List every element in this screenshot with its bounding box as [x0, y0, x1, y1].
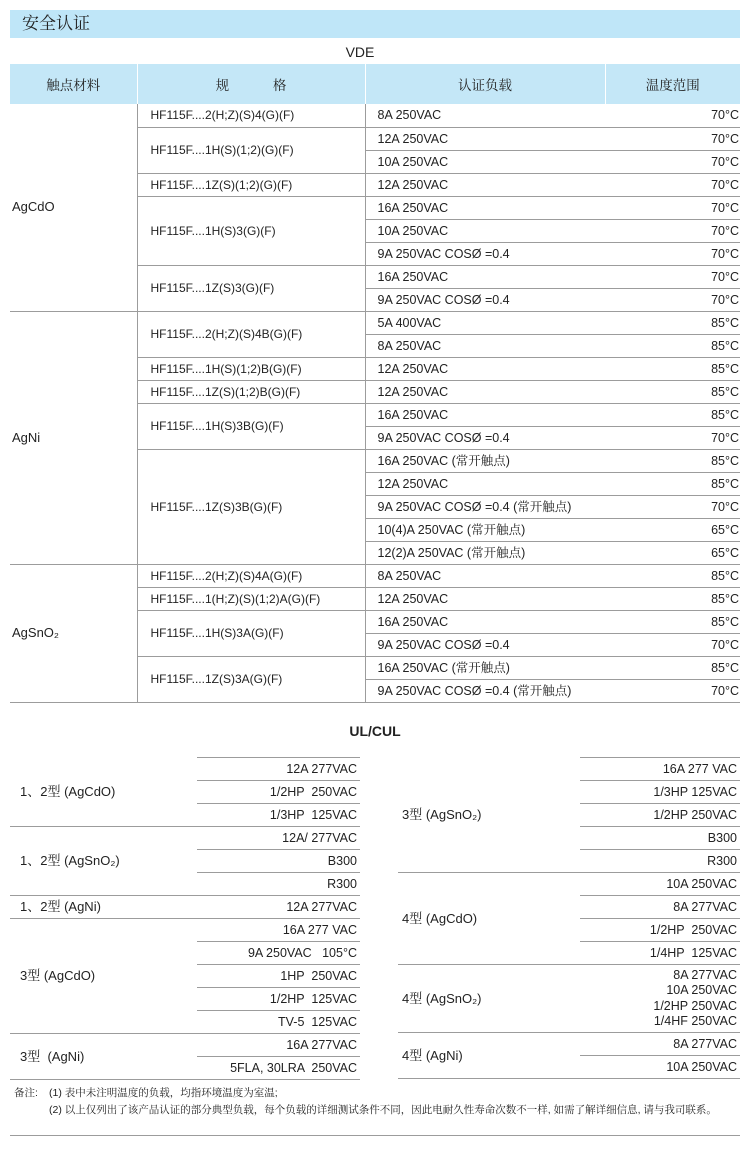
load-cell: 8A 250VAC: [365, 564, 605, 587]
temp-cell: 85°C: [605, 357, 740, 380]
ul-row: [398, 1033, 740, 1056]
ul-row: [398, 965, 740, 1033]
ul-heading: UL/CUL: [349, 723, 401, 739]
spec-cell: HF115F....2(H;Z)(S)4A(G)(F): [137, 564, 365, 587]
load-cell: 16A 250VAC: [365, 610, 605, 633]
ul-value-cell: 1/3HP 125VAC: [580, 781, 740, 804]
column-header-temp: 温度范围: [605, 64, 740, 104]
note-line: (2) 以上仅列出了该产品认证的部分典型负载，每个负载的详细测试条件不同，因此电耐久性寿命次数不一样, 如需了解详细信息, 请与我司联系。: [49, 1104, 717, 1116]
ul-value-cell: 1/2HP 125VAC: [197, 988, 360, 1011]
spec-cell: HF115F....1H(S)(1;2)(G)(F): [137, 127, 365, 173]
ul-table-right: [398, 757, 740, 1079]
ul-value-cell: R300: [580, 850, 740, 873]
temp-cell: 70°C: [605, 127, 740, 150]
vde-header-row: [10, 64, 740, 104]
section-title-bar: [10, 10, 740, 38]
ul-value-cell: B300: [197, 850, 360, 873]
load-cell: 12A 250VAC: [365, 587, 605, 610]
vde-row: [10, 564, 740, 587]
ul-value-cell: 16A 277 VAC: [197, 919, 360, 942]
load-cell: 12A 250VAC: [365, 173, 605, 196]
ul-value-line: 1/4HF 250VAC: [653, 1014, 737, 1028]
page-title: 安全认证: [22, 14, 90, 33]
temp-cell: 70°C: [605, 426, 740, 449]
ul-group-label: 1、2型 (AgNi): [10, 896, 197, 919]
ul-value-cell: B300: [580, 827, 740, 850]
ul-value-cell: R300: [197, 873, 360, 896]
column-header-material: 触点材料: [10, 64, 137, 104]
column-header-spec: 规 格: [137, 64, 365, 104]
load-cell: 12A 250VAC: [365, 472, 605, 495]
spec-cell: HF115F....1Z(S)3B(G)(F): [137, 449, 365, 564]
temp-cell: 85°C: [605, 656, 740, 679]
load-cell: 12(2)A 250VAC (常开触点): [365, 541, 605, 564]
load-cell: 10(4)A 250VAC (常开触点): [365, 518, 605, 541]
ul-group-label: 3型 (AgCdO): [10, 919, 197, 1034]
spec-cell: HF115F....1(H;Z)(S)(1;2)A(G)(F): [137, 587, 365, 610]
ul-row: [398, 873, 740, 896]
ul-value-line: 8A 277VAC: [673, 967, 737, 982]
ul-value-cell: 9A 250VAC 105°C: [197, 942, 360, 965]
temp-cell: 85°C: [605, 403, 740, 426]
material-cell: AgNi: [10, 311, 137, 564]
ul-group-label: 1、2型 (AgSnO₂): [10, 827, 197, 896]
spec-cell: HF115F....2(H;Z)(S)4B(G)(F): [137, 311, 365, 357]
vde-table: [10, 64, 740, 703]
temp-cell: 70°C: [605, 219, 740, 242]
load-cell: 16A 250VAC: [365, 196, 605, 219]
load-cell: 16A 250VAC: [365, 265, 605, 288]
note-line: (1) 表中未注明温度的负载，均指环境温度为室温;: [49, 1087, 278, 1099]
ul-group-label: 4型 (AgCdO): [398, 873, 580, 965]
load-cell: 9A 250VAC COSØ =0.4: [365, 426, 605, 449]
load-cell: 5A 400VAC: [365, 311, 605, 334]
material-cell: AgCdO: [10, 104, 137, 311]
ul-table-left: [10, 757, 360, 1080]
ul-value-cell: 12A 277VAC: [197, 896, 360, 919]
ul-value-cell: [580, 965, 740, 1033]
temp-cell: 70°C: [605, 288, 740, 311]
ul-value-cell: 1/4HP 125VAC: [580, 942, 740, 965]
load-cell: 9A 250VAC COSØ =0.4 (常开触点): [365, 495, 605, 518]
ul-value-line: 10A 250VAC: [666, 983, 737, 997]
ul-value-cell: 12A/ 277VAC: [197, 827, 360, 850]
ul-value-cell: 8A 277VAC: [580, 896, 740, 919]
ul-row: [10, 919, 360, 942]
ul-row: [10, 758, 360, 781]
temp-cell: 70°C: [605, 150, 740, 173]
temp-cell: 70°C: [605, 242, 740, 265]
ul-group-label: 3型 (AgNi): [10, 1034, 197, 1080]
ul-value-cell: 1/2HP 250VAC: [197, 781, 360, 804]
ul-value-cell: 1/2HP 250VAC: [580, 804, 740, 827]
ul-group-label: 1、2型 (AgCdO): [10, 758, 197, 827]
bottom-divider: [10, 1135, 740, 1136]
spec-cell: HF115F....1H(S)3B(G)(F): [137, 403, 365, 449]
load-cell: 12A 250VAC: [365, 380, 605, 403]
notes: [14, 1085, 740, 1119]
temp-cell: 85°C: [605, 587, 740, 610]
spec-cell: HF115F....1H(S)3A(G)(F): [137, 610, 365, 656]
temp-cell: 85°C: [605, 311, 740, 334]
ul-row: [398, 758, 740, 781]
ul-value-cell: 1HP 250VAC: [197, 965, 360, 988]
ul-value-cell: 16A 277 VAC: [580, 758, 740, 781]
load-cell: 16A 250VAC (常开触点): [365, 449, 605, 472]
ul-row: [10, 896, 360, 919]
ul-row: [10, 827, 360, 850]
temp-cell: 85°C: [605, 564, 740, 587]
notes-label: 备注:: [14, 1087, 38, 1099]
ul-value-line: 1/2HP 250VAC: [653, 998, 737, 1013]
load-cell: 8A 250VAC: [365, 334, 605, 357]
load-cell: 9A 250VAC COSØ =0.4: [365, 633, 605, 656]
load-cell: 12A 250VAC: [365, 357, 605, 380]
ul-value-cell: 12A 277VAC: [197, 758, 360, 781]
load-cell: 9A 250VAC COSØ =0.4 (常开触点): [365, 679, 605, 702]
temp-cell: 85°C: [605, 380, 740, 403]
spec-cell: HF115F....1Z(S)3A(G)(F): [137, 656, 365, 702]
ul-value-cell: 10A 250VAC: [580, 873, 740, 896]
temp-cell: 65°C: [605, 541, 740, 564]
temp-cell: 85°C: [605, 449, 740, 472]
temp-cell: 70°C: [605, 679, 740, 702]
load-cell: 8A 250VAC: [365, 104, 605, 127]
ul-value-cell: TV-5 125VAC: [197, 1011, 360, 1034]
load-cell: 16A 250VAC: [365, 403, 605, 426]
ul-group-label: 4型 (AgNi): [398, 1033, 580, 1079]
notes-lines: [49, 1085, 740, 1119]
load-cell: 9A 250VAC COSØ =0.4: [365, 242, 605, 265]
temp-cell: 70°C: [605, 196, 740, 219]
temp-cell: 85°C: [605, 610, 740, 633]
load-cell: 16A 250VAC (常开触点): [365, 656, 605, 679]
ul-value-cell: 1/2HP 250VAC: [580, 919, 740, 942]
material-cell: AgSnO₂: [10, 564, 137, 702]
load-cell: 10A 250VAC: [365, 150, 605, 173]
spec-cell: HF115F....1Z(S)(1;2)B(G)(F): [137, 380, 365, 403]
ul-value-cell: 1/3HP 125VAC: [197, 804, 360, 827]
vde-heading: VDE: [345, 44, 375, 60]
ul-value-cell: 8A 277VAC: [580, 1033, 740, 1056]
ul-value-cell: 5FLA, 30LRA 250VAC: [197, 1057, 360, 1080]
ul-group-label: 4型 (AgSnO₂): [398, 965, 580, 1033]
ul-value-cell: 10A 250VAC: [580, 1056, 740, 1079]
spec-cell: HF115F....1Z(S)(1;2)(G)(F): [137, 173, 365, 196]
spec-cell: HF115F....1H(S)3(G)(F): [137, 196, 365, 265]
spec-cell: HF115F....2(H;Z)(S)4(G)(F): [137, 104, 365, 127]
ul-value-cell: 16A 277VAC: [197, 1034, 360, 1057]
temp-cell: 70°C: [605, 633, 740, 656]
temp-cell: 70°C: [605, 104, 740, 127]
temp-cell: 70°C: [605, 265, 740, 288]
load-cell: 12A 250VAC: [365, 127, 605, 150]
spec-cell: HF115F....1H(S)(1;2)B(G)(F): [137, 357, 365, 380]
temp-cell: 85°C: [605, 334, 740, 357]
temp-cell: 70°C: [605, 495, 740, 518]
ul-group-label: 3型 (AgSnO₂): [398, 758, 580, 873]
vde-row: [10, 311, 740, 334]
ul-row: [10, 1034, 360, 1057]
vde-row: [10, 104, 740, 127]
temp-cell: 65°C: [605, 518, 740, 541]
load-cell: 10A 250VAC: [365, 219, 605, 242]
column-header-load: 认证负载: [365, 64, 605, 104]
temp-cell: 85°C: [605, 472, 740, 495]
temp-cell: 70°C: [605, 173, 740, 196]
spec-cell: HF115F....1Z(S)3(G)(F): [137, 265, 365, 311]
load-cell: 9A 250VAC COSØ =0.4: [365, 288, 605, 311]
